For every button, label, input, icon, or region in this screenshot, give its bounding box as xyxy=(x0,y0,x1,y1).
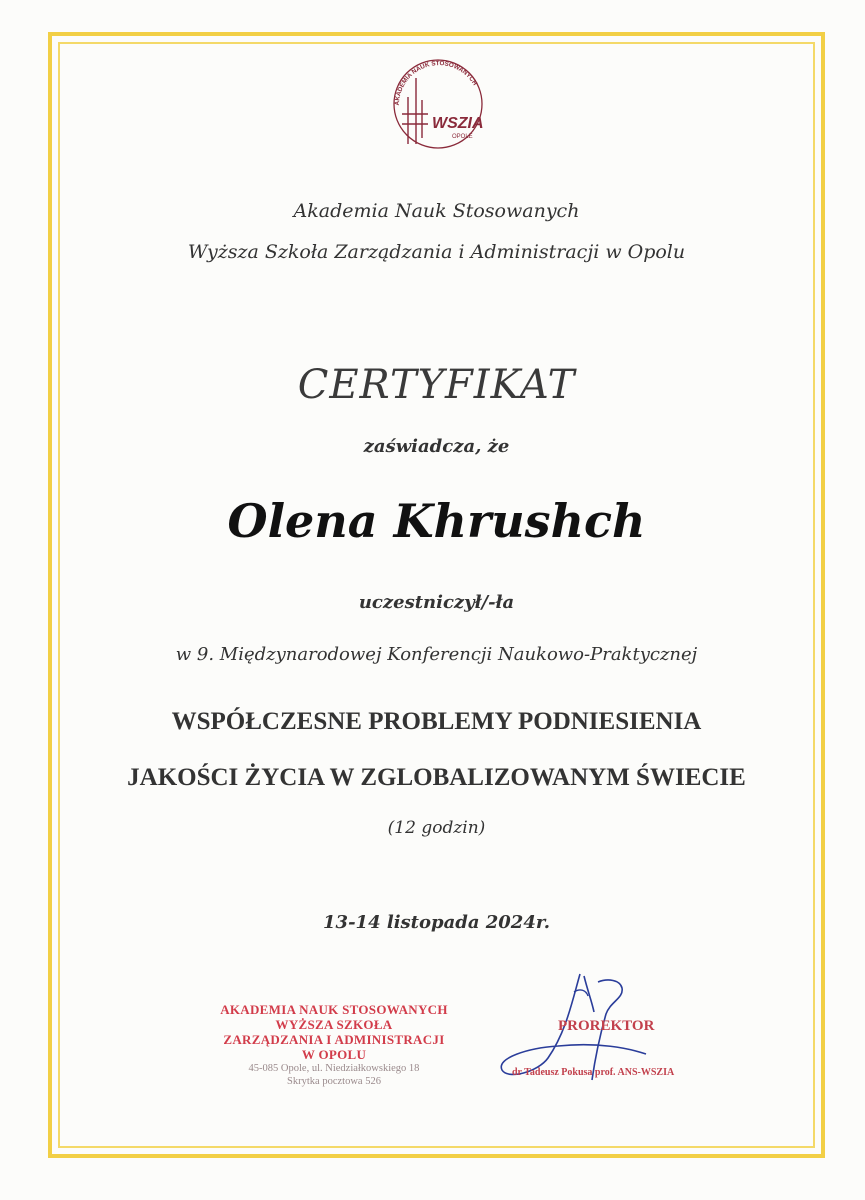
signatory-name: dr Tadeusz Pokusa prof. ANS-WSZIA xyxy=(512,1067,675,1078)
institution-stamp xyxy=(204,1002,464,1088)
participated-text: uczestniczył/-ła xyxy=(358,592,515,613)
hours-text: (12 godzin) xyxy=(387,818,486,838)
event-date: 13-14 listopada 2024r. xyxy=(323,912,550,933)
stamp-line-3: ZARZĄDZANIA I ADMINISTRACJI xyxy=(223,1032,445,1047)
stamp-line-1: AKADEMIA NAUK STOSOWANYCH xyxy=(220,1002,448,1017)
university-name: Akademia Nauk Stosowanych xyxy=(293,200,580,222)
wszia-logo-icon xyxy=(378,52,498,152)
svg-text:AKADEMIA NAUK STOSOWANYCH xyxy=(394,60,479,106)
topic-line-1: WSPÓŁCZESNE PROBLEMY PODNIESIENIA xyxy=(171,708,702,735)
logo-city: OPOLE xyxy=(452,134,473,140)
recipient-name: Olena Khrushch xyxy=(227,494,646,548)
logo-ring-text: AKADEMIA NAUK STOSOWANYCH xyxy=(393,60,479,106)
stamp-line-2: WYŻSZA SZKOŁA xyxy=(275,1017,393,1032)
stamp-address-1: 45-085 Opole, ul. Niedziałkowskiego 18 xyxy=(248,1063,420,1074)
attest-text: zaświadcza, że xyxy=(363,436,510,457)
topic-line-2: JAKOŚCI ŻYCIA W ZGLOBALIZOWANYM ŚWIECIE xyxy=(127,764,746,791)
stamp-address-2: Skrytka pocztowa 526 xyxy=(287,1076,381,1087)
conference-text: w 9. Międzynarodowej Konferencji Naukowo-Praktycznej xyxy=(175,644,698,665)
school-name: Wyższa Szkoła Zarządzania i Administracji w Opolu xyxy=(187,241,686,263)
certificate-title: CERTYFIKAT xyxy=(297,362,576,408)
logo-name: WSZIA xyxy=(432,115,484,132)
stamp-line-4: W OPOLU xyxy=(301,1047,367,1062)
signatory-role: PROREKTOR xyxy=(558,1018,655,1034)
